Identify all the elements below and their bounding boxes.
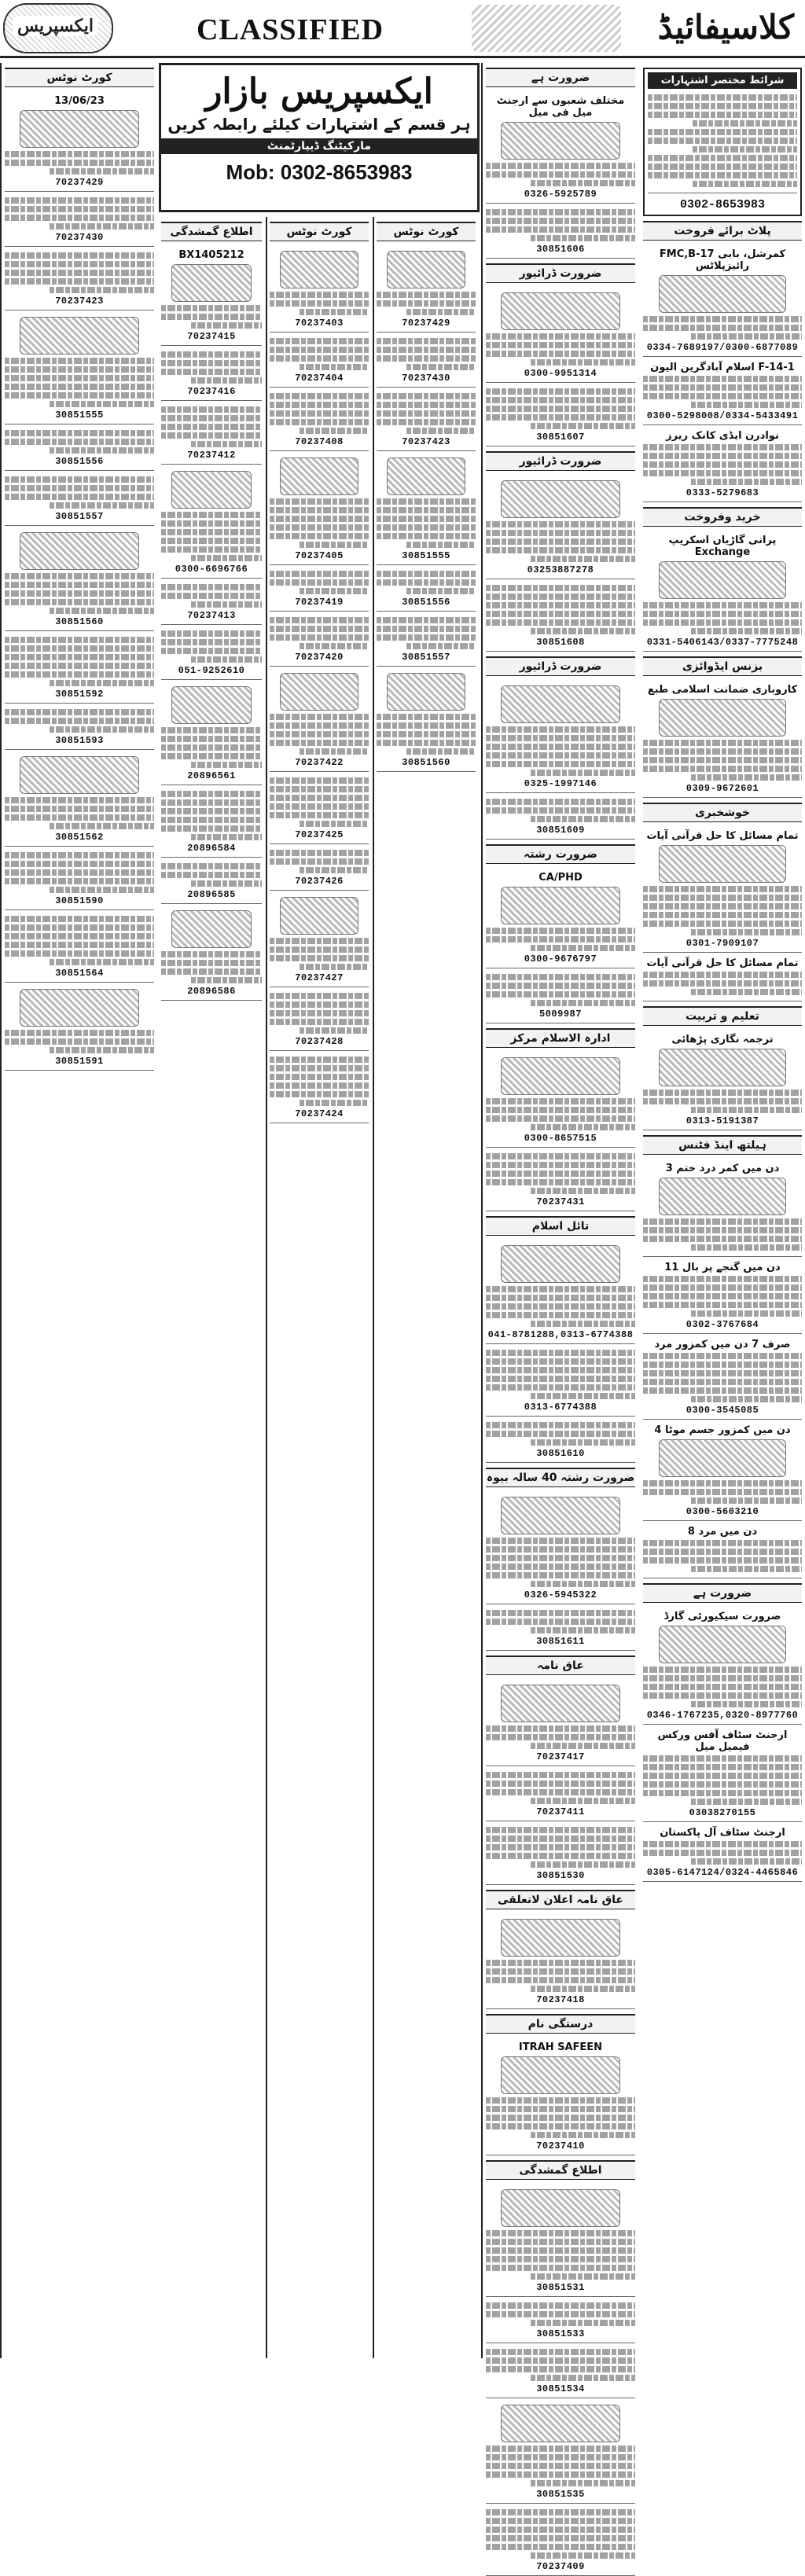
- classified-ad: [486, 1148, 635, 1211]
- section-heading: درستگی نام: [486, 2014, 635, 2034]
- page-header: [0, 0, 805, 58]
- ad-illustration-icon: [171, 686, 252, 724]
- classified-ad: [5, 526, 154, 631]
- classified-ad: [643, 1334, 802, 1420]
- classified-ad: [486, 2343, 635, 2398]
- ad-phone: 0305-6147124/0324-4465846: [646, 1867, 799, 1878]
- ad-phone: 70237427: [295, 972, 344, 983]
- ad-phone: 20896584: [187, 843, 236, 854]
- ad-illustration-icon: [20, 989, 139, 1027]
- classified-ad: [270, 612, 369, 667]
- ad-illustration-icon: [387, 251, 466, 288]
- section-heading: ضرورت ہے: [486, 68, 635, 87]
- bazar-department: مارکیٹنگ ڈیپارٹمنٹ: [161, 138, 477, 154]
- ad-phone: 70237430: [402, 373, 450, 384]
- ad-phone: 70237429: [55, 177, 104, 188]
- section-heading: ہیلتھ اینڈ فٹنس: [643, 1135, 802, 1155]
- ad-illustration-icon: [659, 1626, 786, 1663]
- ad-illustration-icon: [171, 471, 252, 509]
- ad-phone: 70237419: [295, 597, 344, 608]
- express-logo: [3, 3, 113, 53]
- classified-ad: [486, 1239, 635, 1344]
- ad-phone: 0331-5406143/0337-7775248: [646, 637, 799, 648]
- classified-ad: [377, 333, 476, 388]
- classified-ad: [486, 793, 635, 840]
- ad-phone: 70237415: [187, 331, 236, 342]
- classified-ad: [486, 90, 635, 204]
- classified-ad: [643, 825, 802, 953]
- ad-illustration-icon: [501, 685, 620, 723]
- classified-ad: [5, 424, 154, 471]
- classified-ad: [643, 1029, 802, 1130]
- ad-title: مختلف شعبوں سے ارجنٹ میل فی میل: [496, 95, 625, 119]
- classified-ad: [643, 530, 802, 652]
- column-court-notices-right: [373, 217, 478, 2358]
- ad-phone: 30851556: [402, 597, 450, 608]
- ad-illustration-icon: [387, 673, 466, 711]
- ad-illustration-icon: [659, 1439, 786, 1477]
- ad-phone: 0300-9676797: [524, 954, 597, 965]
- classified-ad: [643, 1606, 802, 1725]
- classified-ad: [270, 388, 369, 451]
- classified-ad: [643, 1521, 802, 1578]
- classified-ad: [377, 388, 476, 451]
- ad-phone: 30851607: [536, 432, 585, 443]
- classified-ad: [486, 1913, 635, 2009]
- section-heading: عاق نامہ: [486, 1655, 635, 1675]
- column-lost-notices: [159, 217, 264, 2358]
- ad-illustration-icon: [501, 1919, 620, 1957]
- classified-ad: [486, 2504, 635, 2576]
- ad-phone: 30851610: [536, 1448, 585, 1459]
- classified-ad: [486, 1344, 635, 1417]
- ad-illustration-icon: [501, 2189, 620, 2227]
- ad-title: FMC,B-17 کمرشل، بابی رائیزپلاٹس: [659, 248, 786, 272]
- ad-illustration-icon: [171, 910, 252, 948]
- classified-ad: [270, 772, 369, 844]
- ad-phone: 0302-3767684: [686, 1319, 759, 1330]
- section-heading: ضرورت ڈرائیور: [486, 451, 635, 471]
- ad-illustration-icon: [659, 561, 786, 599]
- ad-illustration-icon: [501, 887, 620, 924]
- ad-title: 4 دن میں کمزور جسم موٹا: [654, 1424, 791, 1436]
- ad-phone: 30851562: [55, 832, 104, 843]
- section-heading: عاق نامہ اعلان لاتعلقی: [486, 1890, 635, 1909]
- column-wanted: [481, 63, 638, 2572]
- section-heading: تائل اسلام: [486, 1216, 635, 1236]
- classified-ad: [270, 244, 369, 333]
- classified-ad: [486, 679, 635, 793]
- classified-ad: [486, 1766, 635, 1821]
- classified-ad: [377, 244, 476, 333]
- ad-phone: 70237409: [536, 2561, 585, 2572]
- classified-ad: [5, 847, 154, 910]
- ad-phone: 30851608: [536, 637, 585, 648]
- ad-phone: 0309-9672601: [686, 783, 759, 794]
- section-heading: ضرورت ڈرائیور: [486, 656, 635, 676]
- column-court-notices-left: [0, 63, 157, 2358]
- classified-ad: [5, 910, 154, 983]
- ad-phone: 30851557: [55, 511, 104, 522]
- ad-title: ITRAH SAFEEN: [518, 2041, 603, 2053]
- ad-phone: 0325-1997146: [524, 778, 597, 789]
- classified-ad: [486, 1490, 635, 1604]
- ad-illustration-icon: [280, 673, 359, 711]
- ad-illustration-icon: [171, 264, 252, 302]
- ad-title: تمام مسائل کا حل قرآنی آیات: [646, 957, 799, 969]
- ad-phone: 30851531: [536, 2282, 585, 2293]
- classified-ad: [643, 1420, 802, 1521]
- ad-illustration-icon: [501, 1245, 620, 1283]
- ad-illustration-icon: [659, 1049, 786, 1086]
- classified-ad: [161, 465, 262, 579]
- bazar-subtitle: ہر قسم کے اشتہارات کیلئے رابطہ کریں: [167, 115, 471, 134]
- ad-phone: 0300-3545085: [686, 1405, 759, 1416]
- ad-phone: 70237429: [402, 318, 450, 329]
- ad-phone: 70237410: [536, 2141, 585, 2152]
- ad-illustration-icon: [501, 1685, 620, 1722]
- section-heading: اطلاع گمشدگی: [486, 2160, 635, 2180]
- section-heading: ضرورت رشتہ: [486, 844, 635, 864]
- classified-ad: [486, 1821, 635, 1885]
- column-court-notices-mid: [266, 217, 371, 2358]
- ad-phone: 20896586: [187, 986, 236, 997]
- classified-ad: [377, 565, 476, 612]
- ad-phone: 0333-5279683: [686, 487, 759, 498]
- ad-phone: 03253887278: [527, 564, 594, 575]
- classified-ad: [486, 1678, 635, 1766]
- ad-illustration-icon: [659, 845, 786, 883]
- ad-illustration-icon: [20, 317, 139, 355]
- classified-ad: [5, 750, 154, 847]
- ad-phone: 30851593: [55, 735, 104, 746]
- classified-ad: [270, 987, 369, 1051]
- ad-phone: 30851555: [55, 410, 104, 421]
- classified-ad: [270, 451, 369, 565]
- ad-title: پرانی گاڑیاں اسکریپ Exchange: [668, 535, 777, 558]
- ad-title: BX1405212: [178, 249, 244, 261]
- classified-ad: [486, 968, 635, 1023]
- ad-phone: 5009987: [539, 1009, 582, 1020]
- ad-phone: 70237428: [295, 1036, 344, 1047]
- ad-phone: 30851556: [55, 456, 104, 467]
- ad-phone: 70237418: [536, 1994, 585, 2005]
- ad-phone: 30851606: [536, 244, 585, 255]
- ad-phone: 30851535: [536, 2489, 585, 2500]
- ad-phone: 0301-7909107: [686, 938, 759, 949]
- ad-title: 3 دن میں کمر درد ختم: [665, 1163, 780, 1174]
- classified-ad: [270, 333, 369, 388]
- title-urdu: کلاسیفائیڈ: [657, 8, 794, 46]
- classified-ad: [270, 844, 369, 891]
- title-english: CLASSIFIED: [197, 13, 384, 46]
- ad-phone: 70237423: [55, 296, 104, 307]
- classified-ad: [5, 471, 154, 526]
- ad-phone: 30851533: [536, 2328, 585, 2339]
- classified-ad: [5, 631, 154, 704]
- ad-illustration-icon: [659, 1178, 786, 1215]
- classified-ad: [5, 192, 154, 247]
- classified-ad: [486, 204, 635, 259]
- classified-ad: [161, 346, 262, 401]
- classified-ad: [161, 625, 262, 680]
- ad-phone: 70237413: [187, 610, 236, 621]
- section-heading: ادارہ الاسلام مرکز: [486, 1028, 635, 1048]
- classified-ad: [486, 579, 635, 652]
- classified-ad: [377, 612, 476, 667]
- classified-ad: [486, 474, 635, 579]
- classified-ad: [643, 425, 802, 502]
- classified-ad: [161, 579, 262, 625]
- classified-ad: [486, 867, 635, 968]
- ad-phone: 70237416: [187, 386, 236, 397]
- classified-ad: [486, 2183, 635, 2297]
- right-sections: [643, 221, 802, 1882]
- ad-title: صرف 7 دن میں کمزور مرد: [654, 1339, 791, 1350]
- header-decoration: [472, 5, 621, 52]
- section-heading: کورٹ نوٹس: [377, 222, 476, 241]
- ad-phone: 70237431: [536, 1196, 585, 1207]
- ad-phone: 70237426: [295, 876, 344, 887]
- ad-phone: 30851590: [55, 895, 104, 906]
- ad-title: نوادرن ایڈی کانک ریرز: [666, 430, 779, 442]
- express-bazar-banner: [159, 63, 480, 212]
- classified-ad: [377, 667, 476, 772]
- section-heading: پلاٹ برائے فروخت: [643, 221, 802, 241]
- ad-illustration-icon: [501, 122, 620, 160]
- ad-title: 8 دن میں مرد: [687, 1526, 758, 1538]
- classified-ad: [161, 680, 262, 785]
- ad-phone: 70237423: [402, 436, 450, 447]
- ad-phone: 70237412: [187, 450, 236, 461]
- ad-title: ترجمہ نگاری پڑھائی: [671, 1034, 774, 1045]
- ad-illustration-icon: [659, 275, 786, 313]
- classified-ad: [161, 785, 262, 858]
- classified-ad: [486, 2297, 635, 2343]
- ad-illustration-icon: [501, 2405, 620, 2442]
- center-columns: [159, 217, 480, 2358]
- ad-phone: 70237417: [536, 1751, 585, 1762]
- ad-illustration-icon: [501, 1497, 620, 1534]
- ad-title: اسلام آبادگرین الیون F-14-1: [650, 362, 795, 373]
- classified-ad: [486, 2398, 635, 2504]
- ad-title: ارجنٹ سٹاف آفس ورکس فیمیل میل: [657, 1729, 788, 1753]
- ad-phone: 30851592: [55, 689, 104, 700]
- section-heading: کورٹ نوٹس: [270, 222, 369, 241]
- ad-title: تمام مسائل کا حل قرآنی آیات: [646, 830, 799, 842]
- ad-phone: 70237420: [295, 652, 344, 663]
- classified-ad: [643, 1822, 802, 1882]
- ad-illustration-icon: [280, 897, 359, 935]
- ad-phone: 30851534: [536, 2383, 585, 2394]
- ad-phone: 30851564: [55, 968, 104, 979]
- section-heading: کورٹ نوٹس: [5, 68, 154, 87]
- classified-ad: [643, 679, 802, 798]
- terms-phone: 0302-8653983: [679, 198, 766, 211]
- ad-title: کاروباری ضمانت اسلامی طبع: [647, 684, 798, 696]
- ad-phone: 30851611: [536, 1636, 585, 1647]
- ad-phone: 70237403: [295, 318, 344, 329]
- ad-phone: 0313-5191387: [686, 1115, 759, 1126]
- terms-box: [643, 68, 802, 216]
- ad-illustration-icon: [280, 458, 359, 495]
- section-heading: خرید وفروخت: [643, 507, 802, 527]
- ad-illustration-icon: [387, 458, 466, 495]
- logo-text: ایکسپریس: [13, 16, 98, 36]
- ad-phone: 70237425: [295, 829, 344, 840]
- section-heading: ضرورت ڈرائیور: [486, 263, 635, 283]
- ad-illustration-icon: [501, 480, 620, 518]
- classified-ad: [161, 904, 262, 1001]
- ad-phone: 30851560: [402, 757, 450, 768]
- ad-phone: 70237422: [295, 757, 344, 768]
- classified-ad: [161, 244, 262, 346]
- ad-title: ارجنٹ سٹاف آل پاکستان: [660, 1827, 785, 1839]
- ad-phone: 70237408: [295, 436, 344, 447]
- ad-phone: 70237424: [295, 1108, 344, 1119]
- ad-illustration-icon: [280, 251, 359, 288]
- ad-phone: 30851557: [402, 652, 450, 663]
- classified-ad: [643, 244, 802, 357]
- ad-phone: 0300-9951314: [524, 368, 597, 379]
- classified-ad: [5, 247, 154, 311]
- classified-ad: [486, 286, 635, 383]
- classified-ad: [5, 311, 154, 424]
- ad-phone: 30851530: [536, 1870, 585, 1881]
- ad-title: 13/06/23: [54, 95, 105, 107]
- classified-ad: [161, 401, 262, 465]
- classified-ad: [643, 953, 802, 1001]
- ad-phone: 0326-5925789: [524, 189, 597, 200]
- classified-ad: [486, 1417, 635, 1463]
- column-classified-right: [640, 63, 805, 2358]
- ad-phone: 0300-8657515: [524, 1133, 597, 1144]
- section-heading: ضرورت ہے: [643, 1583, 802, 1603]
- classified-ad: [5, 704, 154, 750]
- ad-illustration-icon: [20, 110, 139, 148]
- classified-ad: [161, 858, 262, 904]
- ad-phone: 0326-5945322: [524, 1589, 597, 1600]
- section-heading: بزنس ایڈوائزی: [643, 656, 802, 676]
- classified-ad: [270, 891, 369, 987]
- ad-phone: 30851555: [402, 550, 450, 561]
- classified-ad: [643, 1158, 802, 1257]
- ad-title: 11 دن میں گنجے پر بال: [664, 1262, 781, 1273]
- ad-phone: 041-8781288,0313-6774388: [487, 1329, 634, 1340]
- classified-ad: [270, 1051, 369, 1123]
- classified-ad: [5, 983, 154, 1071]
- ad-phone: 051-9252610: [178, 665, 245, 676]
- classified-ad: [486, 383, 635, 446]
- classified-ad: [486, 1051, 635, 1148]
- classified-ad: [486, 2037, 635, 2155]
- ad-phone: 30851609: [536, 825, 585, 836]
- ad-phone: 70237411: [536, 1806, 585, 1817]
- ad-title: ضرورت سیکیورٹی گارڈ: [663, 1611, 781, 1622]
- ad-phone: 30851591: [55, 1056, 104, 1067]
- section-heading: خوشخبری: [643, 803, 802, 822]
- ad-phone: 03038270155: [689, 1807, 756, 1818]
- ad-phone: 0346-1767235,0320-8977760: [646, 1710, 799, 1721]
- classified-ad: [486, 1604, 635, 1651]
- classified-ad: [643, 1257, 802, 1334]
- ad-illustration-icon: [501, 1057, 620, 1095]
- classified-ad: [270, 667, 369, 772]
- ad-phone: 70237405: [295, 550, 344, 561]
- classified-ad: [643, 357, 802, 425]
- bazar-title: ایکسپریس بازار: [205, 72, 433, 112]
- ad-title: CA/PHD: [539, 872, 583, 884]
- ad-phone: 0300-5603210: [686, 1506, 759, 1517]
- ad-phone: 70237430: [55, 232, 104, 243]
- ad-phone: 0300-5298008/0334-5433491: [646, 410, 799, 421]
- section-heading: ضرورت رشتہ 40 سالہ بیوہ: [486, 1468, 635, 1487]
- ad-phone: 0313-6774388: [524, 1402, 597, 1413]
- ad-phone: 70237404: [295, 373, 344, 384]
- ad-phone: 30851560: [55, 616, 104, 627]
- ad-illustration-icon: [501, 292, 620, 330]
- bazar-phone: Mob: 0302-8653983: [226, 160, 413, 184]
- ad-phone: 0300-6696766: [175, 564, 248, 575]
- ad-phone: 20896585: [187, 889, 236, 900]
- ad-illustration-icon: [501, 2056, 620, 2094]
- terms-body: [648, 89, 797, 193]
- ad-illustration-icon: [20, 756, 139, 794]
- section-heading: تعلیم و تربیت: [643, 1006, 802, 1026]
- ad-illustration-icon: [659, 699, 786, 737]
- classified-ad: [377, 451, 476, 565]
- ad-phone: 20896561: [187, 770, 236, 781]
- classified-ad: [270, 565, 369, 612]
- terms-title: شرائط مختصر اشتہارات: [648, 72, 797, 89]
- section-heading: اطلاع گمشدگی: [161, 222, 262, 241]
- ad-illustration-icon: [20, 532, 139, 570]
- classified-ad: [5, 90, 154, 192]
- classified-ad: [643, 1725, 802, 1822]
- ad-phone: 0334-7689197/0300-6877089: [646, 342, 799, 353]
